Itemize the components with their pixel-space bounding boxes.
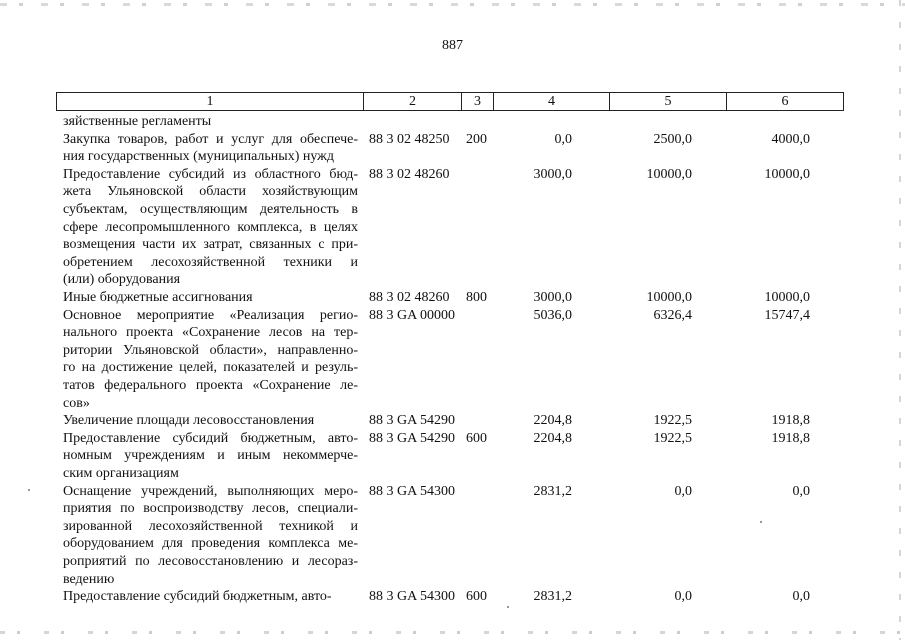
scan-speck bbox=[507, 606, 509, 608]
row-name bbox=[63, 412, 358, 430]
budget-code: 88 3 02 48260 bbox=[369, 166, 450, 182]
budget-code: 88 3 GA 54290 bbox=[369, 430, 455, 446]
row-name-line: субъектам, осуществляющим деятельность в bbox=[63, 201, 358, 217]
value-2019: 2204,8 bbox=[533, 430, 572, 446]
row-name-line: оборудованием для проведения комплекса ме- bbox=[63, 536, 358, 552]
value-2020: 10000,0 bbox=[646, 290, 692, 305]
value-2020: 0,0 bbox=[674, 589, 692, 605]
budget-code: 88 3 02 48260 bbox=[369, 290, 450, 305]
column-header-5: 5 bbox=[610, 93, 727, 110]
row-name-line: Предоставление субсидий бюджетным, авто- bbox=[63, 589, 332, 605]
scan-noise-bottom bbox=[0, 631, 905, 634]
row-name-line: ведению bbox=[63, 571, 115, 587]
budget-code: 88 3 GA 00000 bbox=[369, 307, 455, 323]
row-name bbox=[63, 166, 358, 289]
budget-code: 88 3 GA 54290 bbox=[369, 413, 455, 429]
row-name-line: сфере лесопромышленного комплекса, в целях bbox=[63, 219, 358, 235]
row-name-line: зяйственные регламенты bbox=[63, 114, 212, 129]
row-name-line: ским организациям bbox=[63, 465, 179, 481]
budget-code: 88 3 02 48250 bbox=[369, 131, 450, 147]
row-name-line: приятия по воспроизводству лесов, специали- bbox=[63, 501, 358, 517]
value-2021: 0,0 bbox=[792, 483, 810, 499]
budget-code: 88 3 GA 54300 bbox=[369, 589, 455, 605]
row-name-line: Предоставление субсидий из областного бюд- bbox=[63, 166, 358, 182]
row-name-line: Закупка товаров, работ и услуг для обеспече- bbox=[63, 131, 358, 147]
value-2020: 2500,0 bbox=[653, 131, 692, 147]
row-name-line: (или) оборудования bbox=[63, 272, 181, 288]
value-2020: 10000,0 bbox=[646, 166, 692, 182]
row-name bbox=[63, 588, 358, 606]
column-header-3: 3 bbox=[462, 93, 494, 110]
value-2019: 0,0 bbox=[554, 131, 572, 147]
scan-speck bbox=[760, 521, 762, 523]
row-name bbox=[63, 430, 358, 483]
budget-code: 88 3 GA 54300 bbox=[369, 483, 455, 499]
scan-noise-top bbox=[0, 3, 905, 6]
column-header-1: 1 bbox=[57, 93, 364, 110]
row-name-line: Оснащение учреждений, выполняющих меро- bbox=[63, 483, 358, 499]
value-2019: 2831,2 bbox=[533, 483, 572, 499]
value-2020: 6326,4 bbox=[653, 307, 692, 323]
expense-type: 200 bbox=[466, 131, 487, 147]
value-2021: 10000,0 bbox=[764, 290, 810, 305]
value-2019: 3000,0 bbox=[533, 290, 572, 305]
column-header-2: 2 bbox=[364, 93, 462, 110]
expense-type: 600 bbox=[466, 589, 487, 605]
row-name bbox=[63, 483, 358, 589]
value-2020: 1922,5 bbox=[653, 413, 692, 429]
row-name-line: номным учреждениям и иным некоммерче- bbox=[63, 448, 358, 464]
row-name bbox=[63, 307, 358, 413]
expense-type: 800 bbox=[466, 290, 487, 305]
row-name-line: роприятий по лесовосстановлению и лесораз- bbox=[63, 553, 358, 569]
row-name bbox=[63, 131, 358, 166]
value-2021: 1918,8 bbox=[771, 413, 810, 429]
value-2021: 4000,0 bbox=[771, 131, 810, 147]
row-name-line: Увеличение площади лесовосстановления bbox=[63, 413, 315, 429]
column-header-6: 6 bbox=[781, 94, 789, 109]
page-number: 887 bbox=[442, 38, 463, 53]
value-2019: 2204,8 bbox=[533, 413, 572, 429]
row-name-line: Иные бюджетные ассигнования bbox=[63, 290, 253, 305]
row-name-line: го на достижение целей, показателей и резуль- bbox=[63, 360, 358, 376]
value-2021: 0,0 bbox=[792, 589, 810, 605]
row-name-line: Основное мероприятие «Реализация регио- bbox=[63, 307, 358, 323]
value-2021: 15747,4 bbox=[764, 307, 810, 323]
value-2021: 1918,8 bbox=[771, 430, 810, 446]
row-name-line: Предоставление субсидий бюджетным, авто- bbox=[63, 430, 358, 446]
value-2020: 1922,5 bbox=[653, 430, 692, 446]
row-name bbox=[63, 113, 358, 131]
row-name-line: сов» bbox=[63, 395, 90, 411]
row-name-line: ритории Ульяновской области», направленно- bbox=[63, 342, 358, 358]
scan-noise-right bbox=[899, 0, 901, 640]
row-name-line: возмещения части их затрат, связанных с при- bbox=[63, 237, 358, 253]
row-name-line: нального проекта «Сохранение лесов на тер- bbox=[63, 325, 358, 341]
value-2019: 3000,0 bbox=[533, 166, 572, 182]
value-2020: 0,0 bbox=[674, 483, 692, 499]
table-header bbox=[56, 92, 844, 111]
value-2021: 10000,0 bbox=[764, 166, 810, 182]
row-name bbox=[63, 289, 358, 307]
expense-type: 600 bbox=[466, 430, 487, 446]
row-name-line: обретением лесохозяйственной техники и bbox=[63, 254, 358, 270]
row-name-line: жета Ульяновской области хозяйствующим bbox=[63, 184, 358, 200]
row-name-line: ния государственных (муниципальных) нужд bbox=[63, 149, 334, 165]
column-header-4: 4 bbox=[494, 93, 610, 110]
value-2019: 2831,2 bbox=[533, 589, 572, 605]
value-2019: 5036,0 bbox=[533, 307, 572, 323]
row-name-line: татов федерального проекта «Сохранение ле- bbox=[63, 377, 358, 393]
scan-speck bbox=[28, 489, 30, 491]
row-name-line: зированной лесохозяйственной техникой и bbox=[63, 518, 358, 534]
